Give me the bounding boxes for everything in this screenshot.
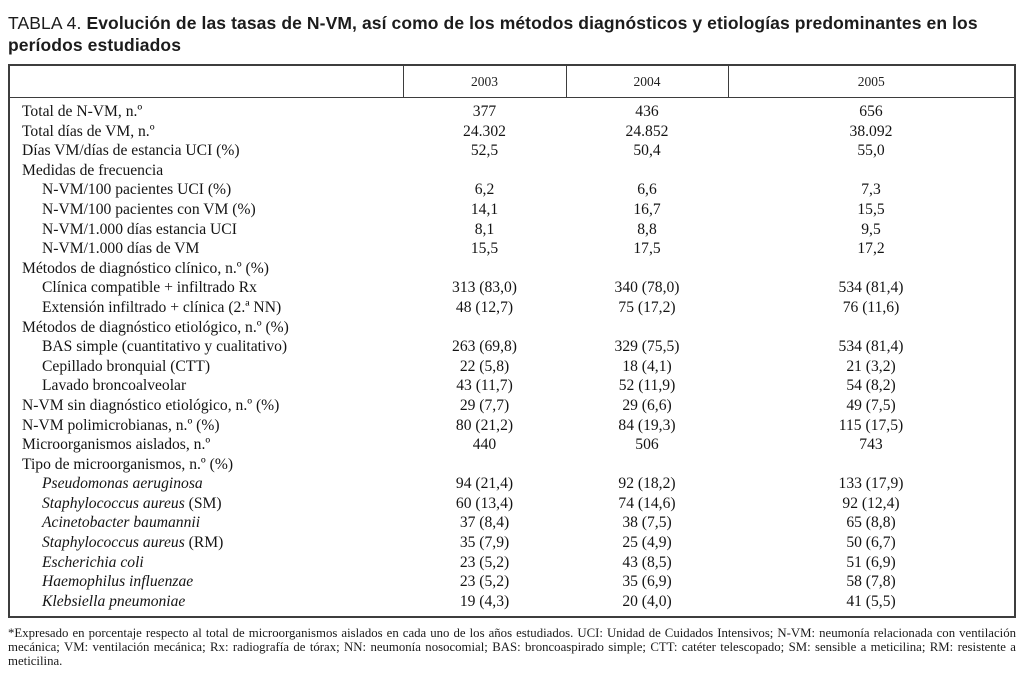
row-label: Métodos de diagnóstico etiológico, n.º (%)	[22, 318, 289, 336]
row-value: 35 (7,9)	[459, 534, 510, 552]
table-row	[9, 318, 1015, 338]
row-value: 329 (75,5)	[614, 338, 680, 356]
row-value: 43 (8,5)	[622, 553, 672, 571]
row-label: N-VM/1.000 días estancia UCI	[42, 220, 237, 238]
row-value: 20 (4,0)	[622, 592, 672, 610]
row-value: 506	[635, 436, 659, 454]
row-value	[566, 318, 728, 338]
table-row	[9, 200, 1015, 220]
table-row	[9, 474, 1015, 494]
row-value: 50,4	[633, 142, 661, 160]
row-value: 656	[859, 103, 883, 120]
table-row	[9, 220, 1015, 240]
row-value: 8,1	[474, 220, 495, 238]
row-value: 6,2	[474, 181, 495, 199]
table-row	[9, 572, 1015, 592]
row-value: 743	[859, 436, 883, 454]
row-value: 84 (19,3)	[618, 416, 676, 434]
row-value: 340 (78,0)	[614, 279, 680, 297]
table-row	[9, 337, 1015, 357]
row-label: Pseudomonas aeruginosa	[42, 475, 203, 493]
row-value: 18 (4,1)	[622, 357, 672, 375]
table-number: TABLA 4.	[8, 13, 82, 33]
table-row	[9, 122, 1015, 142]
table-row	[9, 553, 1015, 573]
row-value: 50 (6,7)	[846, 534, 896, 552]
table-row	[9, 396, 1015, 416]
row-value: 41 (5,5)	[846, 592, 896, 610]
footnote: *Expresado en porcentaje respecto al total de microorganismos aislados en cada uno de los años estudiados. UCI: Unidad de Cuidados Intensivos; N-VM: neumonía relacionada con ventilación mecánica; VM: ventilación mecánica; Rx: radiografía de tórax; NN: neumonía nosocomial; BAS: broncoaspirado simple; CTT: catéter telescopado; SM: sensible a meticilina; RM: resistente a meticilina.	[8, 626, 1016, 668]
row-value: 24.852	[625, 122, 669, 140]
table-row	[9, 494, 1015, 514]
data-table	[8, 64, 1016, 618]
row-label: Tipo de microorganismos, n.º (%)	[22, 455, 234, 473]
row-label: N-VM/100 pacientes UCI (%)	[42, 181, 232, 199]
row-value: 15,5	[857, 200, 885, 218]
row-value	[728, 259, 1015, 279]
row-value	[403, 318, 566, 338]
table-row	[9, 239, 1015, 259]
header-row	[9, 65, 1015, 98]
row-label: Escherichia coli	[42, 553, 144, 571]
row-label: Staphylococcus aureus (RM)	[42, 534, 224, 552]
column-header-2005: 2005	[728, 65, 1015, 98]
table-row	[9, 141, 1015, 161]
row-value: 51 (6,9)	[846, 553, 896, 571]
row-value	[728, 161, 1015, 181]
table-row	[9, 180, 1015, 200]
row-value: 17,5	[633, 240, 661, 258]
row-label: N-VM/1.000 días de VM	[42, 240, 200, 258]
row-value: 29 (7,7)	[459, 396, 510, 414]
table-row	[9, 298, 1015, 318]
row-value: 6,6	[637, 181, 657, 199]
row-value	[728, 318, 1015, 338]
row-value: 115 (17,5)	[838, 416, 904, 434]
row-value: 25 (4,9)	[622, 534, 672, 552]
row-value: 65 (8,8)	[846, 514, 896, 532]
row-value: 80 (21,2)	[455, 416, 514, 434]
row-value: 92 (18,2)	[618, 475, 676, 493]
row-value: 15,5	[470, 240, 499, 258]
row-value: 377	[472, 103, 497, 120]
row-value: 23 (5,2)	[459, 573, 510, 591]
row-value: 436	[635, 103, 659, 120]
row-label: N-VM/100 pacientes con VM (%)	[42, 200, 256, 218]
row-value: 60 (13,4)	[455, 494, 514, 512]
row-value: 43 (11,7)	[456, 377, 513, 395]
row-value: 37 (8,4)	[459, 514, 510, 532]
row-value: 14,1	[470, 200, 499, 218]
row-label: Cepillado bronquial (CTT)	[42, 357, 211, 375]
row-value: 263 (69,8)	[452, 338, 517, 356]
row-value: 75 (17,2)	[618, 298, 676, 316]
table-title-text: Evolución de las tasas de N-VM, así como de los métodos diagnósticos y etiologías predominantes en los períodos estudiados	[8, 13, 978, 55]
row-value: 7,3	[861, 181, 881, 199]
column-header-2004: 2004	[566, 65, 728, 98]
row-label: N-VM polimicrobianas, n.º (%)	[22, 416, 220, 434]
row-value: 21 (3,2)	[846, 357, 896, 375]
row-value	[403, 161, 566, 181]
header-empty-cell	[9, 65, 403, 98]
table-row	[9, 435, 1015, 455]
row-label: BAS simple (cuantitativo y cualitativo)	[42, 338, 288, 356]
row-label: Medidas de frecuencia	[22, 161, 164, 179]
table-row	[9, 455, 1015, 475]
row-label: Microorganismos aislados, n.º	[22, 436, 211, 454]
row-value: 17,2	[857, 240, 885, 258]
row-value: 22 (5,8)	[459, 357, 510, 375]
table-row	[9, 533, 1015, 553]
table-row	[9, 259, 1015, 279]
row-label: Klebsiella pneumoniae	[42, 592, 186, 610]
row-value: 9,5	[861, 220, 881, 238]
row-label: Clínica compatible + infiltrado Rx	[42, 279, 257, 297]
row-value: 133 (17,9)	[838, 475, 904, 493]
row-value: 55,0	[857, 142, 885, 160]
row-value	[403, 259, 566, 279]
table-row	[9, 98, 1015, 122]
table-row	[9, 513, 1015, 533]
row-label: Días VM/días de estancia UCI (%)	[22, 142, 240, 160]
row-value: 94 (21,4)	[455, 475, 514, 493]
row-value: 534 (81,4)	[838, 279, 904, 297]
row-value: 23 (5,2)	[459, 553, 510, 571]
row-value: 534 (81,4)	[838, 338, 904, 356]
table-title	[8, 12, 1008, 56]
row-label: Métodos de diagnóstico clínico, n.º (%)	[22, 259, 269, 277]
row-value: 8,8	[637, 220, 657, 238]
row-value: 58 (7,8)	[846, 573, 896, 591]
row-label: Total días de VM, n.º	[22, 122, 155, 140]
row-value: 92 (12,4)	[842, 494, 900, 512]
row-label: Extensión infiltrado + clínica (2.ª NN)	[42, 298, 282, 316]
row-value	[566, 259, 728, 279]
row-label: Staphylococcus aureus (SM)	[42, 494, 222, 512]
row-label: Haemophilus influenzae	[42, 573, 194, 591]
row-value	[403, 455, 566, 475]
table-row	[9, 416, 1015, 436]
row-value: 24.302	[463, 122, 506, 140]
table-row	[9, 357, 1015, 377]
row-value: 38 (7,5)	[622, 514, 672, 532]
row-label: Acinetobacter baumannii	[42, 514, 201, 532]
row-value: 49 (7,5)	[846, 396, 896, 414]
row-value: 19 (4,3)	[459, 592, 510, 610]
table-row	[9, 161, 1015, 181]
row-value	[728, 455, 1015, 475]
row-value: 52,5	[470, 142, 499, 160]
row-value: 48 (12,7)	[455, 298, 514, 316]
row-label: N-VM sin diagnóstico etiológico, n.º (%)	[22, 396, 280, 414]
column-header-2003: 2003	[403, 65, 566, 98]
row-value	[566, 161, 728, 181]
row-value	[566, 455, 728, 475]
row-value: 74 (14,6)	[618, 494, 676, 512]
row-value: 35 (6,9)	[622, 573, 672, 591]
row-value: 52 (11,9)	[618, 377, 676, 395]
row-value: 54 (8,2)	[846, 377, 896, 395]
row-label: Lavado broncoalveolar	[42, 377, 187, 395]
row-label: Total de N-VM, n.º	[22, 103, 143, 120]
table-header	[9, 65, 1015, 98]
row-value: 16,7	[633, 200, 661, 218]
row-value: 38.092	[849, 122, 893, 140]
table-row	[9, 376, 1015, 396]
row-value: 76 (11,6)	[842, 298, 900, 316]
table-row	[9, 592, 1015, 618]
row-value: 440	[472, 436, 497, 454]
table-row	[9, 278, 1015, 298]
table-body	[9, 98, 1015, 618]
row-value: 29 (6,6)	[622, 396, 672, 414]
row-value: 313 (83,0)	[452, 279, 517, 297]
